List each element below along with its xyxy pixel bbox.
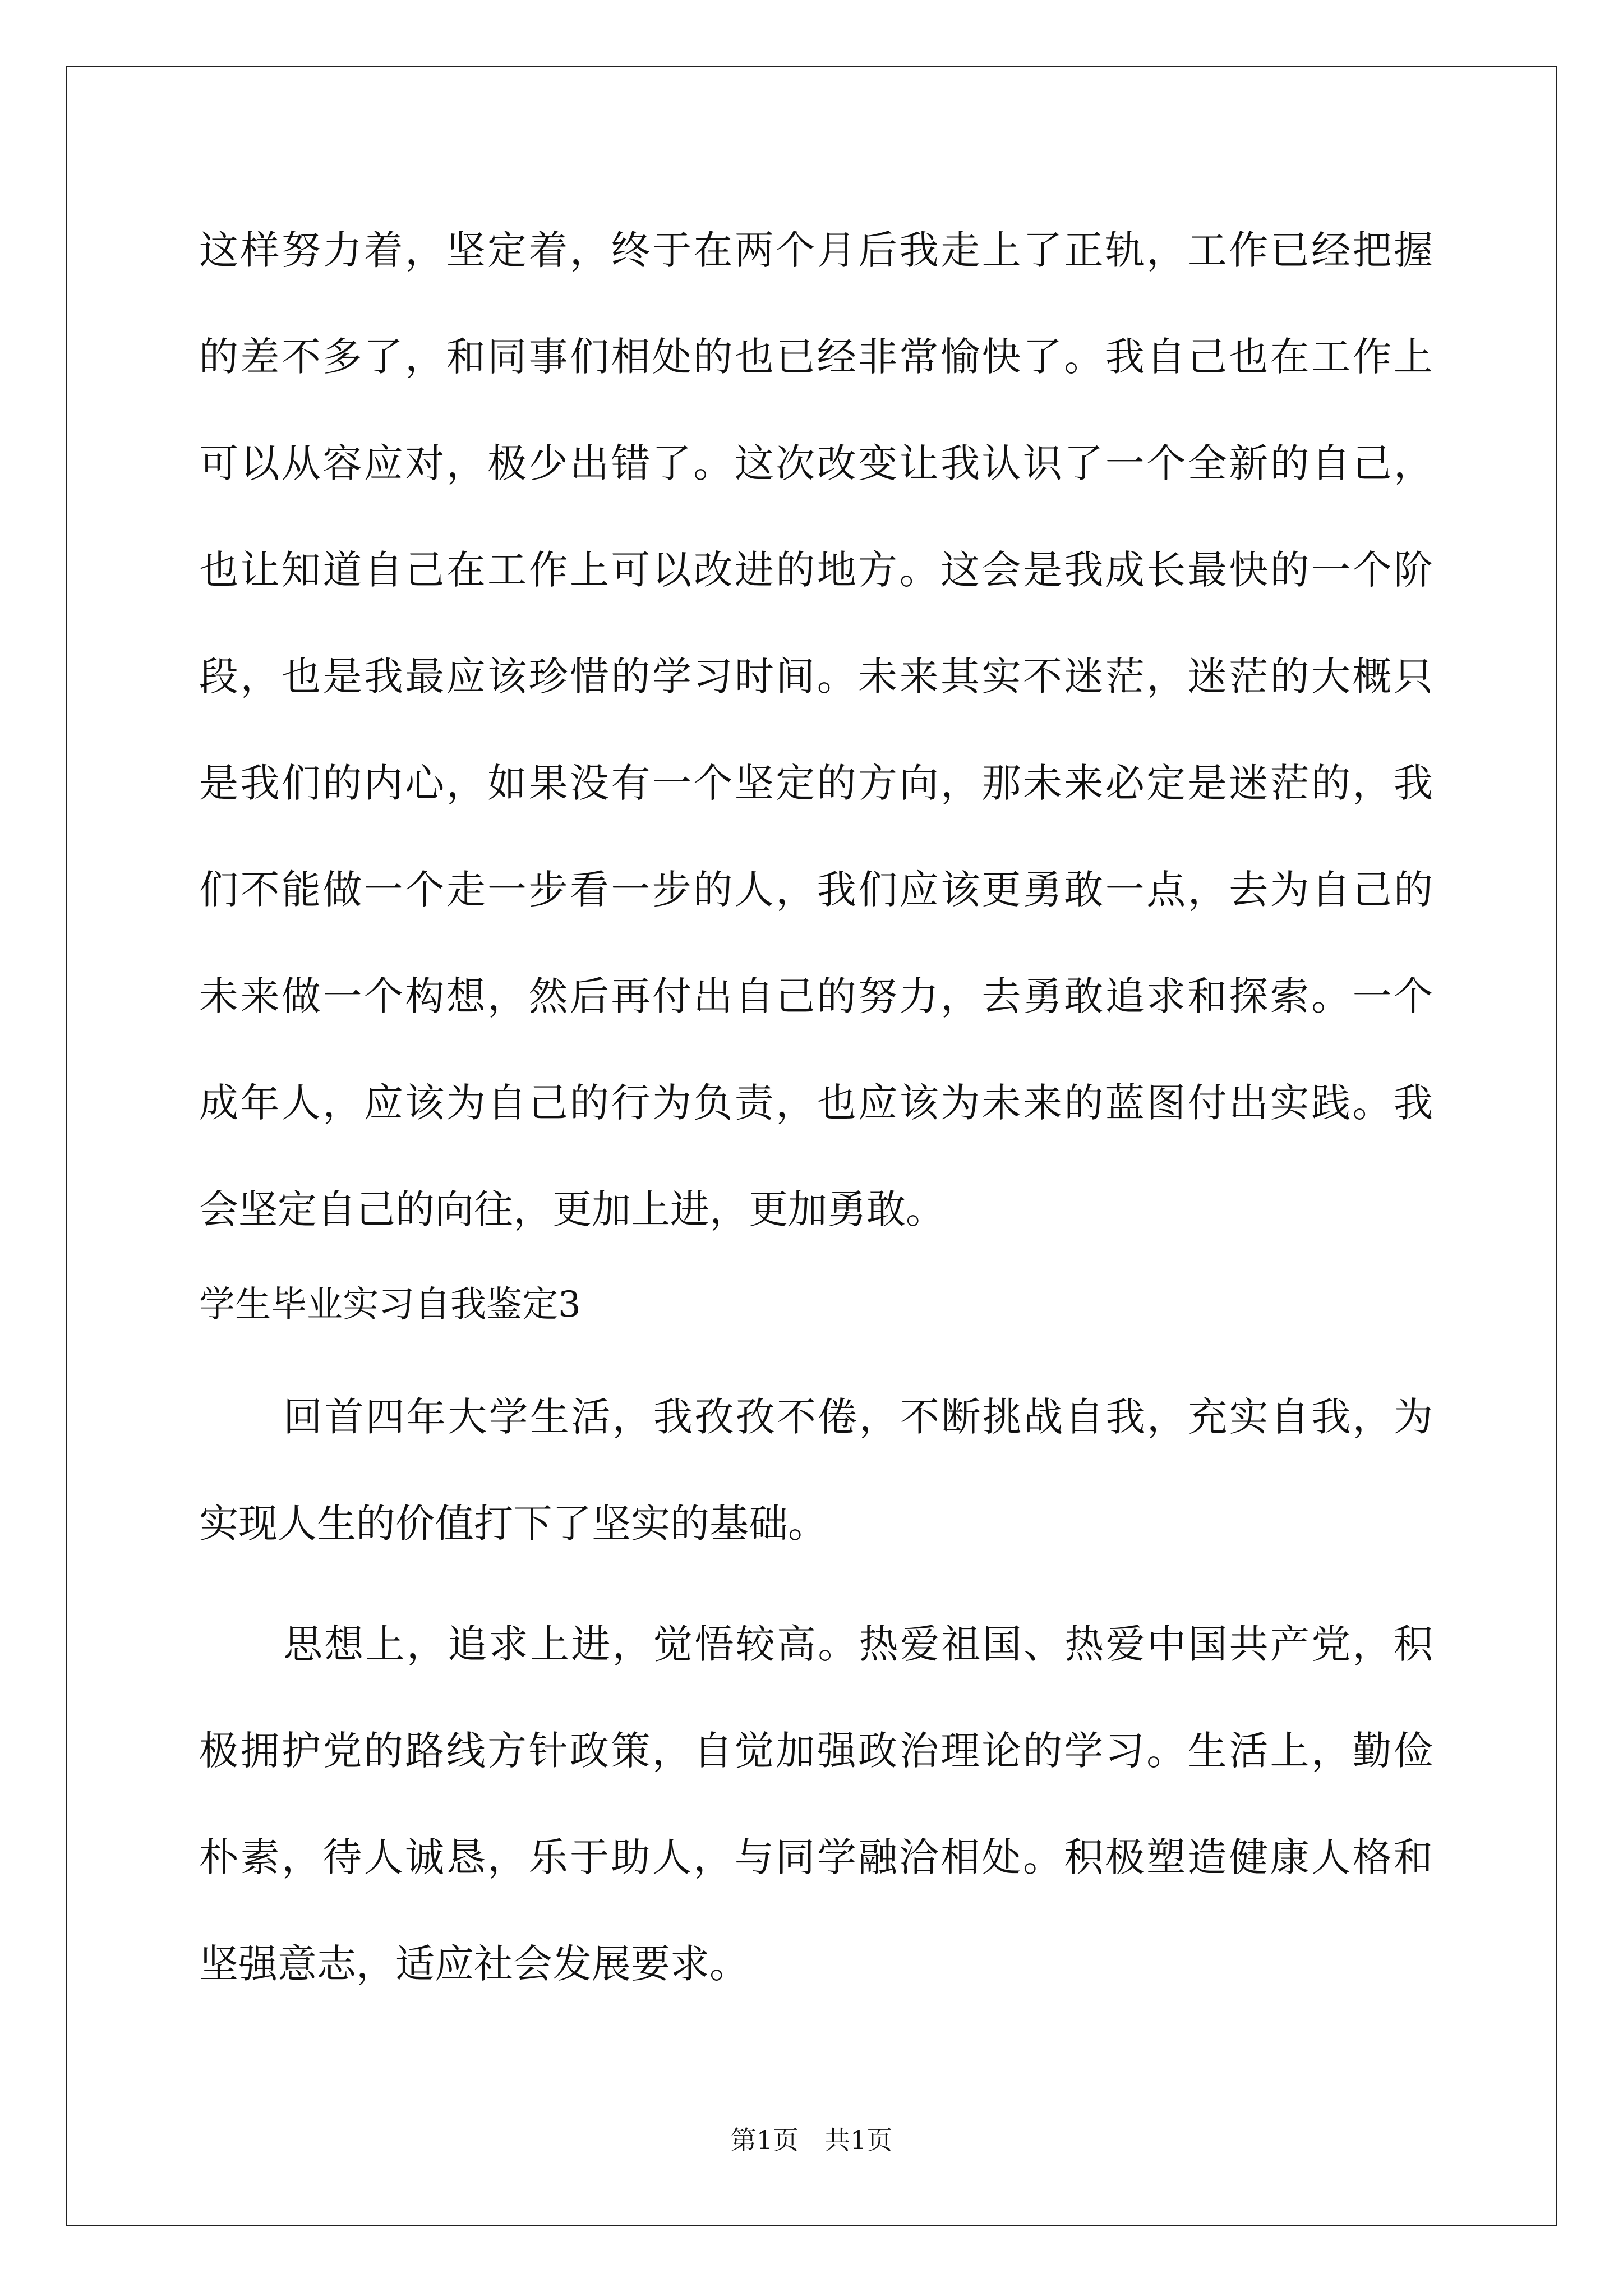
paragraph-line: 成年人，应该为自己的行为负责，也应该为未来的蓝图付出实践。我 — [199, 1080, 1433, 1126]
paragraph-line: 段，也是我最应该珍惜的学习时间。未来其实不迷茫，迷茫的大概只 — [199, 654, 1433, 700]
paragraph-line: 是我们的内心，如果没有一个坚定的方向，那未来必定是迷茫的，我 — [199, 760, 1433, 806]
paragraph-line: 未来做一个构想，然后再付出自己的努力，去勇敢追求和探索。一个 — [199, 973, 1433, 1019]
paragraph-line: 思想上，追求上进，觉悟较高。热爱祖国、热爱中国共产党，积 — [283, 1621, 1433, 1667]
page-number-footer: 第1页 共1页 — [730, 2125, 893, 2155]
paragraph-line: 的差不多了，和同事们相处的也已经非常愉快了。我自己也在工作上 — [199, 334, 1433, 380]
paragraph-line: 们不能做一个走一步看一步的人，我们应该更勇敢一点，去为自己的 — [199, 867, 1433, 913]
section-heading: 学生毕业实习自我鉴定3 — [199, 1284, 581, 1326]
paragraph-line: 也让知道自己在工作上可以改进的地方。这会是我成长最快的一个阶 — [199, 547, 1433, 593]
paragraph-line: 坚强意志，适应社会发展要求。 — [199, 1941, 749, 1987]
paragraph-line: 朴素，待人诚恳，乐于助人，与同学融洽相处。积极塑造健康人格和 — [199, 1834, 1433, 1880]
paragraph-line: 回首四年大学生活，我孜孜不倦，不断挑战自我，充实自我，为 — [283, 1394, 1433, 1440]
paragraph-line: 会坚定自己的向往，更加上进，更加勇敢。 — [199, 1186, 945, 1232]
paragraph-line: 这样努力着，坚定着，终于在两个月后我走上了正轨，工作已经把握 — [199, 227, 1433, 273]
page-border — [66, 66, 1557, 2226]
paragraph-line: 可以从容应对，极少出错了。这次改变让我认识了一个全新的自己， — [199, 440, 1433, 486]
paragraph-line: 极拥护党的路线方针政策，自觉加强政治理论的学习。生活上，勤俭 — [199, 1728, 1433, 1774]
paragraph-line: 实现人生的价值打下了坚实的基础。 — [199, 1501, 827, 1547]
